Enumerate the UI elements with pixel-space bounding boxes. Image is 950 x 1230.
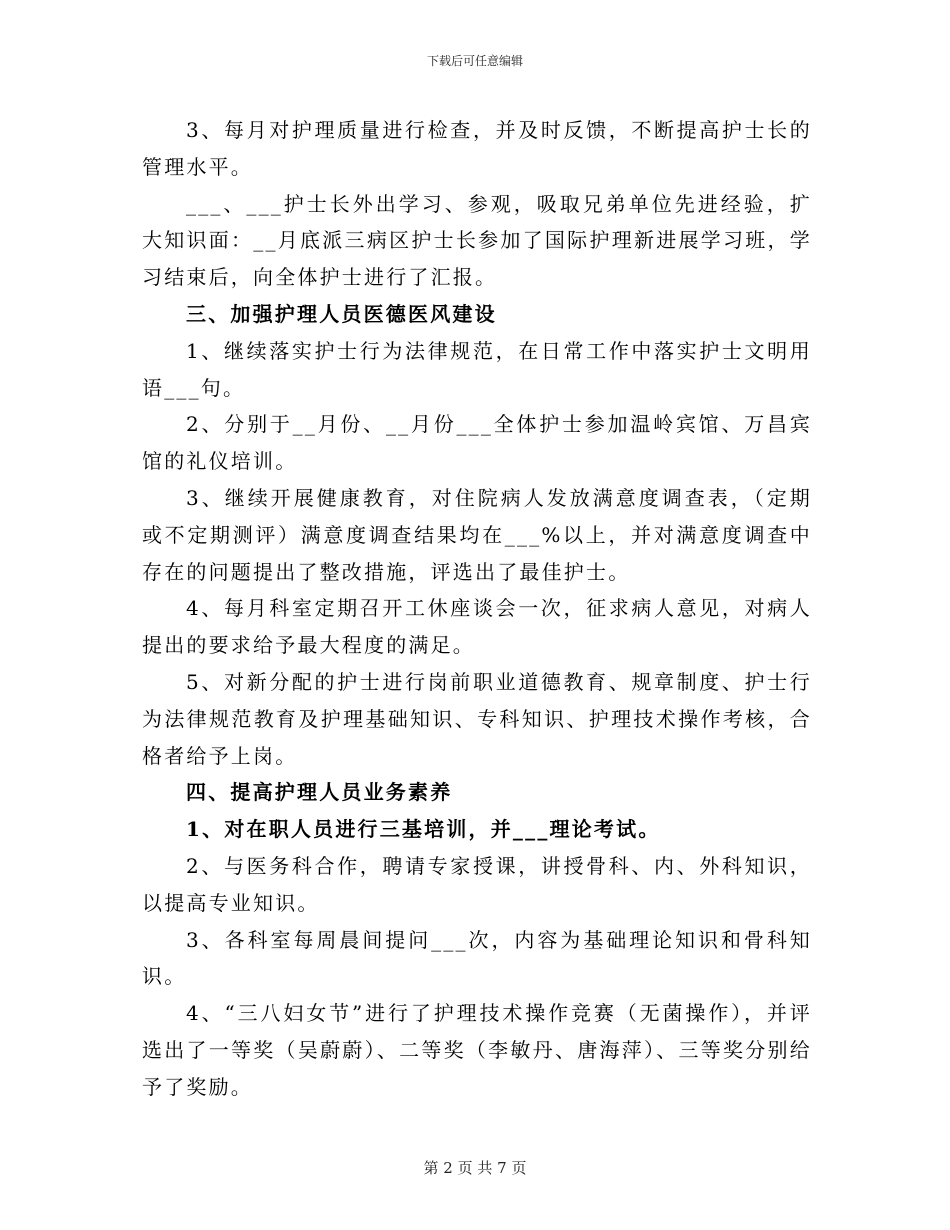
section-heading: 三、加强护理人员医德医风建设 xyxy=(186,301,497,326)
paragraph: 4、每月科室定期召开工休座谈会一次，征求病人意见，对病人提出的要求给予最大程度的满足。 xyxy=(142,596,812,658)
document-body xyxy=(142,112,812,1106)
paragraph: 1、对在职人员进行三基培训，并___理论考试。 xyxy=(186,817,661,842)
paragraph: ___、___护士长外出学习、参观，吸取兄弟单位先进经验，扩大知识面：__月底派三病区护士长参加了国际护理新进展学习班，学习结束后，向全体护士进行了汇报。 xyxy=(142,191,812,290)
paragraph: 4、“三八妇女节”进行了护理技术操作竞赛（无菌操作），并评选出了一等奖（吴蔚蔚）、二等奖（李敏丹、唐海萍）、三等奖分别给予了奖励。 xyxy=(142,1001,812,1099)
paragraph: 3、每月对护理质量进行检查，并及时反馈，不断提高护士长的管理水平。 xyxy=(142,118,812,179)
paragraph: 2、与医务科合作，聘请专家授课，讲授骨科、内、外科知识，以提高专业知识。 xyxy=(142,853,812,915)
paragraph: 2、分别于__月份、__月份___全体护士参加温岭宾馆、万昌宾馆的礼仪培训。 xyxy=(142,412,812,474)
paragraph: 3、继续开展健康教育，对住院病人发放满意度调查表，（定期或不定期测评）满意度调查结果均在___%以上，并对满意度调查中存在的问题提出了整改措施，评选出了最佳护士。 xyxy=(142,485,812,584)
section-heading: 四、提高护理人员业务素养 xyxy=(186,780,453,805)
paragraph: 3、各科室每周晨间提问___次，内容为基础理论知识和骨科知识。 xyxy=(142,927,812,989)
paragraph: 1、继续落实护士行为法律规范，在日常工作中落实护士文明用语___句。 xyxy=(142,338,812,400)
paragraph: 5、对新分配的护士进行岗前职业道德教育、规章制度、护士行为法律规范教育及护理基础知识、专科知识、护理技术操作考核，合格者给予上岗。 xyxy=(142,669,812,768)
page-header: 下载后可任意编辑 xyxy=(426,54,523,68)
page-footer: 第 2 页 共 7 页 xyxy=(423,1159,527,1177)
